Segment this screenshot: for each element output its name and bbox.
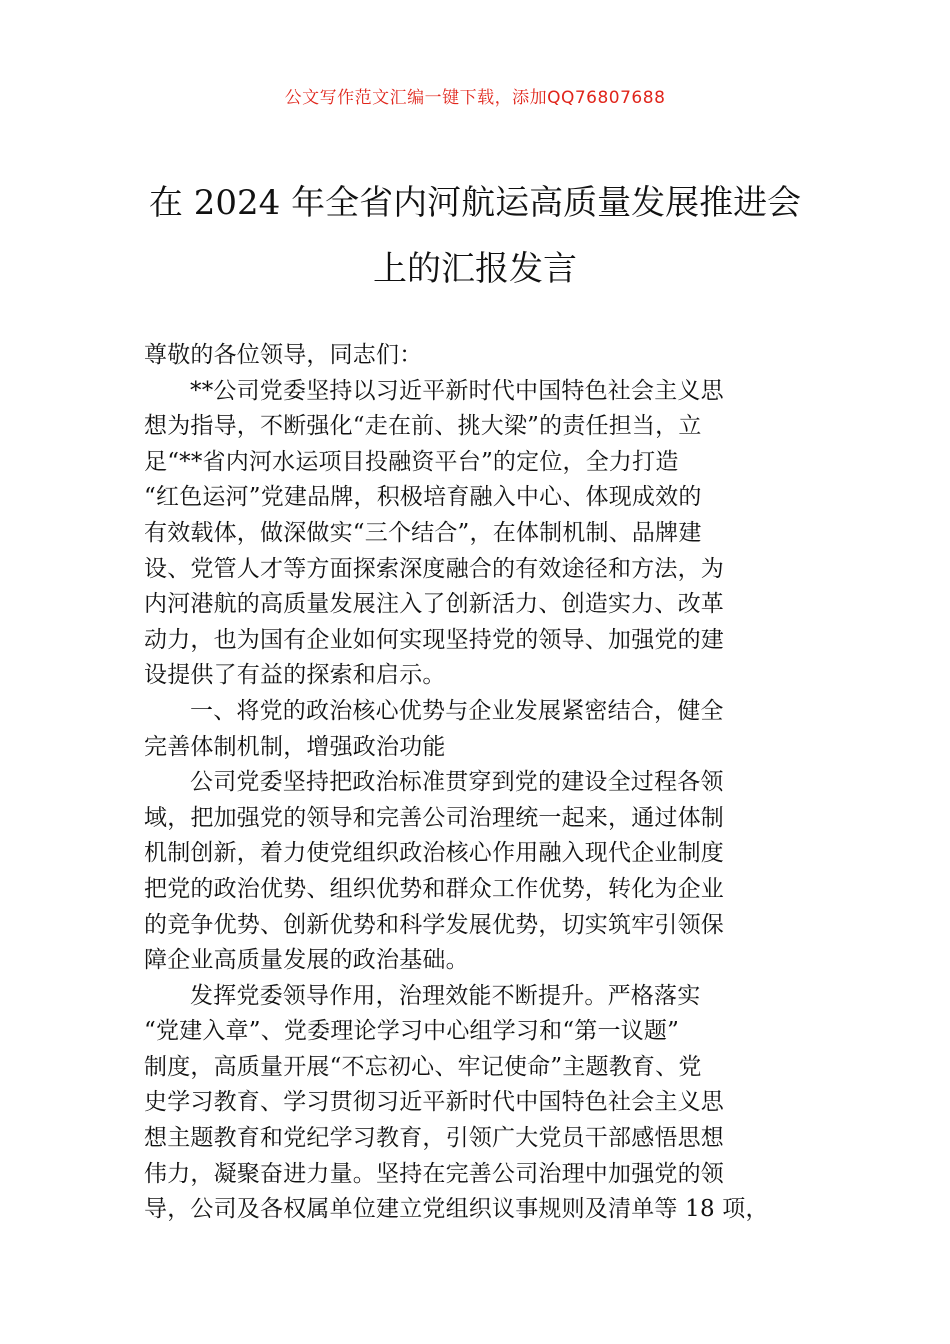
paragraph-1-line: 有效载体，做深做实“三个结合”，在体制机制、品牌建	[144, 519, 702, 546]
paragraph-3-line: 伟力，凝聚奋进力量。坚持在完善公司治理中加强党的领	[144, 1160, 724, 1187]
paragraph-3-line: “党建入章”、党委理论学习中心组学习和“第一议题”	[144, 1018, 680, 1045]
title-line-1: 在 2024 年全省内河航运高质量发展推进会	[148, 183, 802, 223]
paragraph-2-line: 的竞争优势、创新优势和科学发展优势，切实筑牢引领保	[144, 911, 724, 938]
paragraph-3-line: 发挥党委领导作用，治理效能不断提升。严格落实	[190, 982, 701, 1009]
paragraph-1-line: 内河港航的高质量发展注入了创新活力、创造实力、改革	[144, 591, 724, 618]
paragraph-1-line: 足“**省内河水运项目投融资平台”的定位，全力打造	[144, 448, 679, 475]
paragraph-2-line: 域，把加强党的领导和完善公司治理统一起来，通过体制	[144, 804, 724, 831]
paragraph-2-line: 机制创新，着力使党组织政治核心作用融入现代企业制度	[144, 840, 724, 867]
paragraph-1-line: **公司党委坚持以习近平新时代中国特色社会主义思	[190, 377, 724, 404]
document-body	[144, 338, 810, 1228]
section-1-heading-line: 一、将党的政治核心优势与企业发展紧密结合，健全	[190, 697, 724, 724]
document-title	[120, 170, 830, 302]
paragraph-1-line: 动力，也为国有企业如何实现坚持党的领导、加强党的建	[144, 626, 724, 653]
title-line-2: 上的汇报发言	[373, 249, 577, 289]
paragraph-2-line: 把党的政治优势、组织优势和群众工作优势，转化为企业	[144, 875, 724, 902]
paragraph-2-line: 公司党委坚持把政治标准贯穿到党的建设全过程各领	[190, 769, 724, 796]
section-1-heading-line: 完善体制机制，增强政治功能	[144, 733, 446, 760]
paragraph-3-line: 想主题教育和党纪学习教育，引领广大党员干部感悟思想	[144, 1125, 724, 1152]
paragraph-1-line: “红色运河”党建品牌，积极培育融入中心、体现成效的	[144, 484, 702, 511]
paragraph-2-line: 障企业高质量发展的政治基础。	[144, 947, 469, 974]
paragraph-3-line: 导，公司及各权属单位建立党组织议事规则及清单等 18 项，	[144, 1196, 769, 1223]
paragraph-1-line: 想为指导，不断强化“走在前、挑大梁”的责任担当，立	[144, 413, 702, 440]
paragraph-1-line: 设提供了有益的探索和启示。	[144, 662, 446, 689]
paragraph-3-line: 制度，高质量开展“不忘初心、牢记使命”主题教育、党	[144, 1053, 702, 1080]
paragraph-1-line: 设、党管人才等方面探索深度融合的有效途径和方法，为	[144, 555, 724, 582]
salutation: 尊敬的各位领导，同志们：	[144, 342, 423, 368]
paragraph-3-line: 史学习教育、学习贯彻习近平新时代中国特色社会主义思	[144, 1089, 724, 1116]
download-banner[interactable]: 公文写作范文汇编一键下载，添加QQ76807688	[284, 88, 666, 108]
